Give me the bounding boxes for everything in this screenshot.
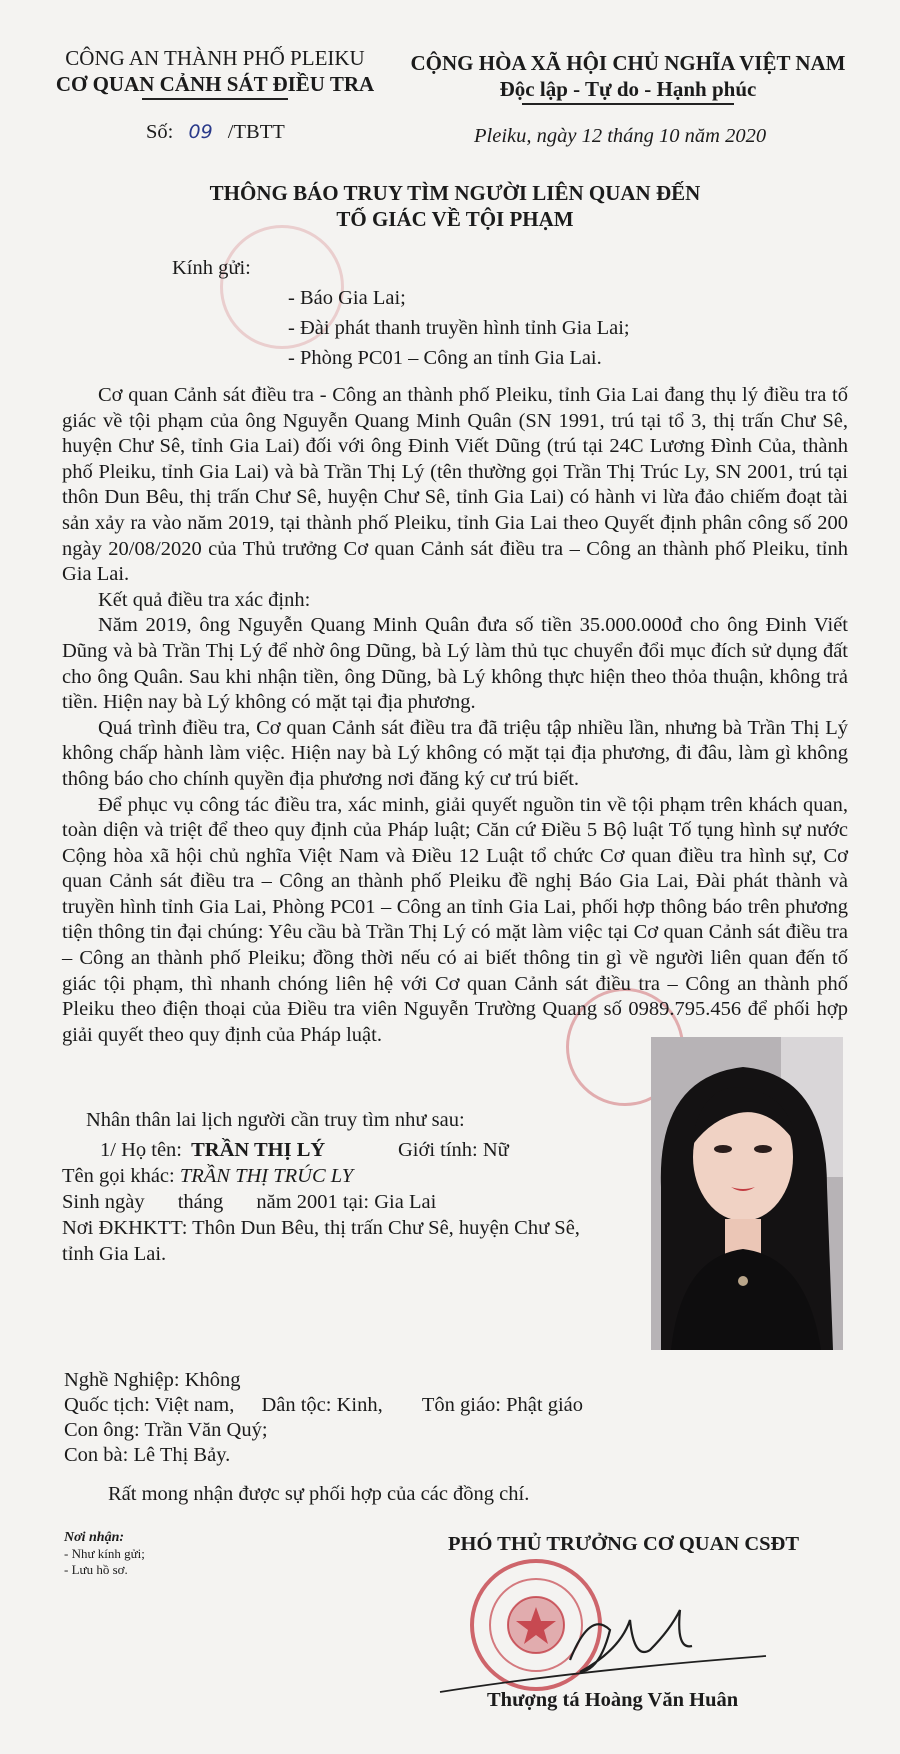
- recipient-item: - Báo Gia Lai;: [288, 287, 406, 309]
- recipient-item: - Phòng PC01 – Công an tỉnh Gia Lai.: [288, 347, 602, 369]
- agency-name: [50, 45, 380, 97]
- recipients-label: Kính gửi:: [172, 257, 251, 279]
- recipient-item: - Đài phát thanh truyền hình tỉnh Gia Lai;: [288, 317, 630, 339]
- body-paragraph-3: Năm 2019, ông Nguyễn Quang Minh Quân đưa số tiền 35.000.000đ cho ông Đinh Viết Dũng và bà Trần Thị Lý để nhờ ông Dũng, bà Lý làm thủ tục chuyển đổi mục đích sử dụng đất cho ông Quân. Sau khi nhận tiền, ông Dũng, bà Lý không thực hiện theo thỏa thuận, không trả tiền. Hiện nay bà Lý không có mặt tại địa phương.: [62, 614, 848, 714]
- profile-intro: Nhân thân lai lịch người cần truy tìm như sau:: [86, 1109, 465, 1131]
- recipients-footer-title: Nơi nhận:: [64, 1530, 125, 1545]
- birth-year: năm 2001 tại: Gia Lai: [256, 1191, 437, 1213]
- residence-line-2: tỉnh Gia Lai.: [62, 1242, 167, 1265]
- recipients-list: [288, 283, 630, 373]
- number-label: Số:: [146, 121, 174, 143]
- gender-label: Giới tính:: [398, 1139, 478, 1161]
- residence-line-1: Nơi ĐKHKTT: Thôn Dun Bêu, thị trấn Chư Sê, huyện Chư Sê,: [62, 1217, 580, 1239]
- profile-name-row: [100, 1138, 325, 1164]
- document-body: [62, 383, 848, 1048]
- ethnicity: Dân tộc: Kinh,: [261, 1394, 383, 1416]
- profile-gender: [398, 1138, 509, 1164]
- body-paragraph-2: Kết quả điều tra xác định:: [98, 588, 311, 611]
- alias-value: TRẦN THỊ TRÚC LY: [179, 1165, 354, 1187]
- document-number: [146, 120, 285, 146]
- number-suffix: /TBTT: [227, 121, 285, 143]
- national-line-1: CỘNG HÒA XÃ HỘI CHỦ NGHĨA VIỆT NAM: [410, 51, 846, 75]
- profile-father: Con ông: Trần Văn Quý;: [64, 1419, 268, 1441]
- body-paragraph-4: Quá trình điều tra, Cơ quan Cảnh sát điều tra đã triệu tập nhiều lần, nhưng bà Trần Thị Lý không chấp hành làm việc. Hiện nay bà Lý không có mặt tại địa phương, đi đâu, làm gì không thông báo cho chính quyền địa phương nơi đăng ký cư trú biết.: [62, 716, 848, 790]
- recipients-footer-item: - Lưu hồ sơ.: [64, 1562, 128, 1577]
- agency-line-2: CƠ QUAN CẢNH SÁT ĐIỀU TRA: [55, 72, 375, 96]
- document-title: [60, 180, 850, 232]
- birth-label: Sinh ngày: [62, 1191, 145, 1213]
- birth-month-label: tháng: [177, 1191, 224, 1213]
- agency-underline: [142, 98, 288, 100]
- body-paragraph-1: Cơ quan Cảnh sát điều tra - Công an thành phố Pleiku, tỉnh Gia Lai đang thụ lý điều tra tố giác về tội phạm của ông Nguyễn Quang Minh Quân (SN 1991, trú tại tổ 3, thị trấn Chư Sê, huyện Chư Sê, tỉnh Gia Lai) đối với ông Đinh Viết Dũng (trú tại 24C Lương Đình Của, thành phố Pleiku, tỉnh Gia Lai) và bà Trần Thị Lý (tên thường gọi Trần Thị Trúc Ly, SN 2001, trú tại thôn Dun Bêu, thị trấn Chư Sê, huyện Chư Sê, tỉnh Gia Lai) có hành vi lừa đảo chiếm đoạt tài sản xảy ra vào năm 2019, tại thành phố Pleiku, tỉnh Gia Lai theo Quyết định phân công số 200 ngày 20/08/2020 của Thủ trưởng Cơ quan Cảnh sát điều tra – Công an thành phố Pleiku, tỉnh Gia Lai.: [62, 384, 848, 586]
- portrait-image: [651, 1037, 843, 1350]
- agency-line-1: CÔNG AN THÀNH PHỐ PLEIKU: [65, 46, 365, 70]
- recipients-footer: [64, 1530, 145, 1578]
- recipients-footer-item: - Như kính gửi;: [64, 1546, 145, 1561]
- national-header: [398, 50, 858, 102]
- signature: [430, 1590, 770, 1700]
- religion: Tôn giáo: Phật giáo: [421, 1394, 583, 1416]
- title-line-2: TỐ GIÁC VỀ TỘI PHẠM: [336, 207, 574, 231]
- national-motto: Độc lập - Tự do - Hạnh phúc: [499, 77, 757, 101]
- nationality: Quốc tịch: Việt nam,: [64, 1394, 235, 1416]
- gender-value: Nữ: [482, 1139, 509, 1161]
- motto-underline: [522, 103, 734, 105]
- title-line-1: THÔNG BÁO TRUY TÌM NGƯỜI LIÊN QUAN ĐẾN: [209, 181, 701, 205]
- profile-occupation: Nghề Nghiệp: Không: [64, 1369, 241, 1391]
- number-value: 09: [188, 121, 213, 143]
- person-photo: [651, 1037, 843, 1350]
- person-name: TRẦN THỊ LÝ: [191, 1139, 326, 1161]
- alias-label: Tên gọi khác:: [62, 1165, 175, 1187]
- profile-residence: [62, 1216, 642, 1267]
- closing-text: Rất mong nhận được sự phối hợp của các đồng chí.: [108, 1483, 530, 1505]
- profile-alias-row: [62, 1164, 353, 1190]
- body-paragraph-5: Để phục vụ công tác điều tra, xác minh, giải quyết nguồn tin về tội phạm trên khách quan, toàn diện và triệt để theo quy định của Pháp luật; Căn cứ Điều 5 Bộ luật Tố tụng hình sự nước Cộng hòa xã hội chủ nghĩa Việt Nam và Điều 12 Luật tổ chức Cơ quan điều tra hình sự, Cơ quan Cảnh sát điều tra – Công an thành phố Pleiku đề nghị Báo Gia Lai, Đài phát thành và truyền hình tỉnh Gia Lai, Phòng PC01 – Công an tỉnh Gia Lai, phối hợp thông báo trên phương tiện thông tin đại chúng: Yêu cầu bà Trần Thị Lý có mặt làm việc tại Cơ quan Cảnh sát điều tra – Công an thành phố Pleiku; đồng thời nếu có ai biết thông tin gì về người liên quan đến tố giác tội phạm, thì nhanh chóng liên hệ với Cơ quan Cảnh sát điều tra – Công an thành phố Pleiku theo điện thoại của Điều tra viên Nguyễn Trường Quang số 0989.795.456 để phối hợp giải quyết theo quy định của Pháp luật.: [62, 793, 848, 1046]
- name-label: 1/ Họ tên:: [100, 1139, 182, 1161]
- profile-birth-row: [62, 1190, 436, 1216]
- profile-nationality-row: [64, 1393, 684, 1419]
- signer-title: PHÓ THỦ TRƯỞNG CƠ QUAN CSĐT: [448, 1533, 800, 1555]
- signer-name: Thượng tá Hoàng Văn Huân: [487, 1689, 739, 1711]
- profile-mother: Con bà: Lê Thị Bảy.: [64, 1444, 231, 1466]
- document-date: Pleiku, ngày 12 tháng 10 năm 2020: [474, 125, 767, 147]
